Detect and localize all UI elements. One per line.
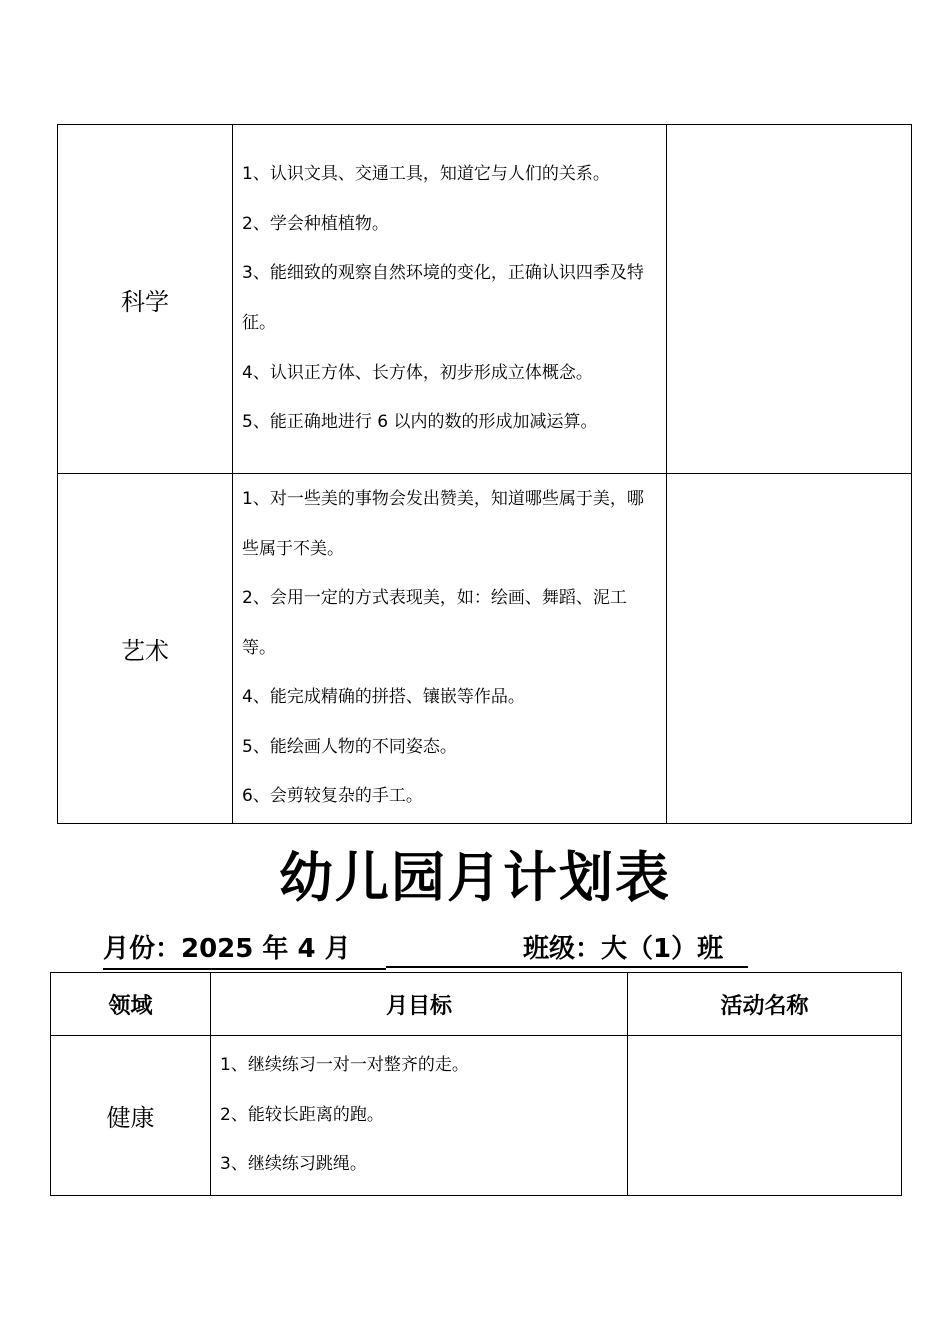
- goal-item: 6、会剪较复杂的手工。: [242, 786, 423, 807]
- goal-item: 2、学会种植植物。: [242, 213, 389, 234]
- table-row: [51, 1036, 902, 1196]
- area-cell: 艺术: [58, 474, 233, 824]
- header-activity: 活动名称: [628, 973, 902, 1036]
- goal-item: 3、继续练习跳绳。: [220, 1154, 367, 1175]
- area-cell: 科学: [58, 125, 233, 474]
- area-cell: 健康: [51, 1036, 211, 1196]
- table-row: [58, 125, 912, 474]
- header-goals: 月目标: [211, 973, 628, 1036]
- goals-cell: [233, 125, 667, 474]
- continuation-table: [57, 124, 912, 824]
- table-header-row: [51, 973, 902, 1036]
- goal-item: 5、能正确地进行 6 以内的数的形成加减运算。: [242, 412, 598, 433]
- activity-cell: [667, 125, 912, 474]
- activity-cell: [628, 1036, 902, 1196]
- goal-item: 5、能绘画人物的不同姿态。: [242, 736, 457, 757]
- goal-item: 2、会用一定的方式表现美，如：绘画、舞蹈、泥工等。: [242, 588, 627, 658]
- goal-item: 3、能细致的观察自然环境的变化，正确认识四季及特征。: [242, 263, 644, 333]
- goal-item: 2、能较长距离的跑。: [220, 1104, 384, 1125]
- table-row: [58, 474, 912, 824]
- goal-item: 1、对一些美的事物会发出赞美，知道哪些属于美，哪些属于不美。: [242, 488, 644, 559]
- goals-cell: [233, 474, 667, 824]
- header-area: 领域: [51, 973, 211, 1036]
- goal-item: 1、继续练习一对一对整齐的走。: [220, 1055, 469, 1076]
- goal-item: 1、认识文具、交通工具，知道它与人们的关系。: [242, 164, 610, 185]
- goal-item: 4、认识正方体、长方体，初步形成立体概念。: [242, 362, 593, 383]
- class-field: 班级：大（1）班: [386, 930, 748, 968]
- goal-item: 4、能完成精确的拼搭、镶嵌等作品。: [242, 687, 525, 708]
- page-title: 幼儿园月计划表: [279, 846, 671, 909]
- activity-cell: [667, 474, 912, 824]
- plan-table: [50, 972, 902, 1196]
- month-field: 月份：2025 年 4 月: [103, 930, 386, 970]
- goals-cell: [211, 1036, 628, 1196]
